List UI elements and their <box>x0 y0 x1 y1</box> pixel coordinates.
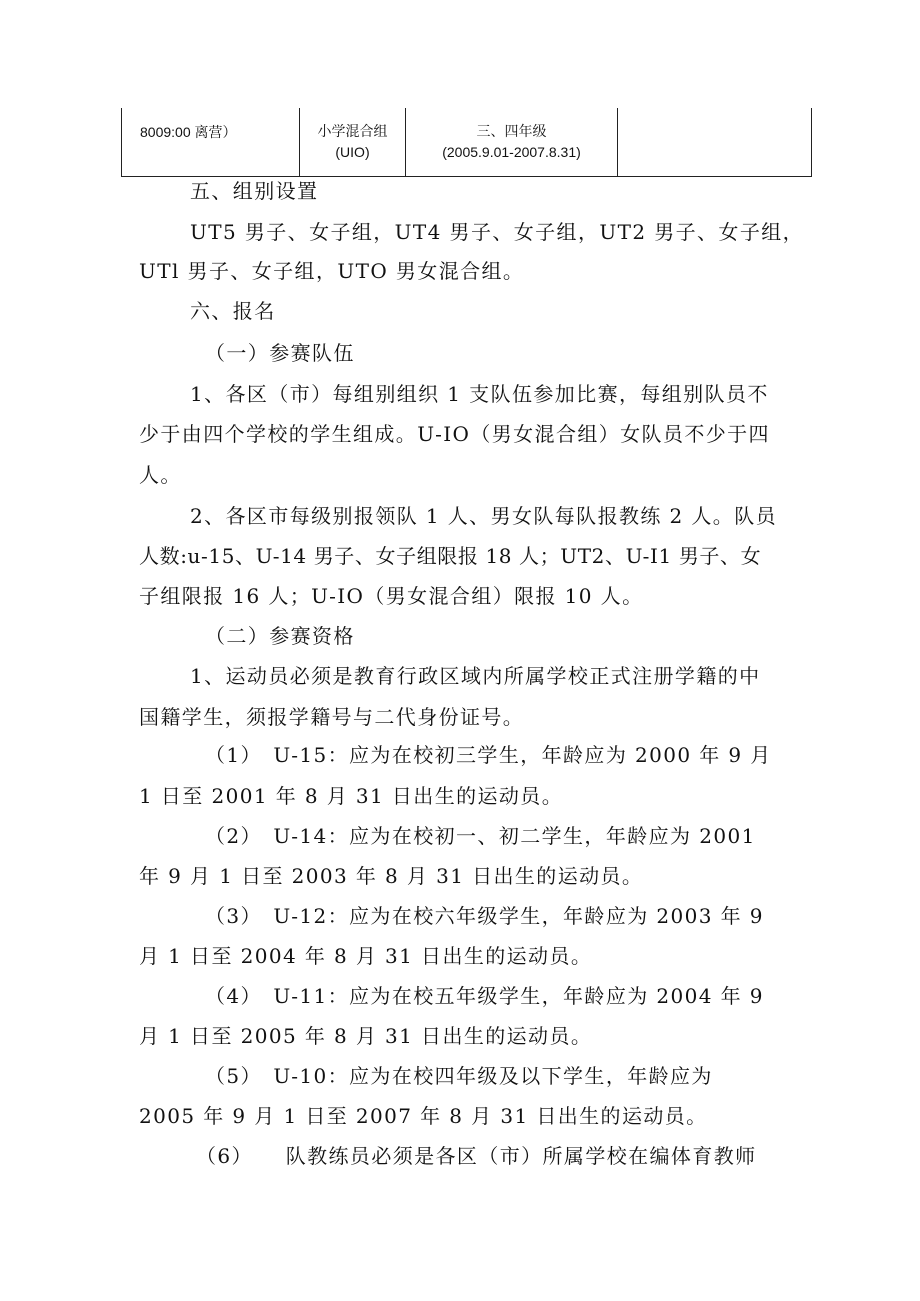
subsection-heading-eligibility: （二）参赛资格 <box>205 624 355 648</box>
eligibility-item: （3） U-12：应为在校六年级学生，年龄应为 2003 年 9 <box>205 904 764 928</box>
table-cell-grade <box>406 108 618 176</box>
paragraph-line: 少于由四个学校的学生组成。U-IO（男女混合组）女队员不少于四 <box>139 422 770 446</box>
group-code: (UIO) <box>335 144 370 160</box>
paragraph-line: 人数:u-15、U-14 男子、女子组限报 18 人；UT2、U-I1 男子、女 <box>139 544 762 568</box>
paragraph-line: 月 1 日至 2005 年 8 月 31 日出生的运动员。 <box>139 1024 593 1048</box>
paragraph-line: 国籍学生，须报学籍号与二代身份证号。 <box>139 705 525 729</box>
paragraph-line: 1、各区（市）每组别组织 1 支队伍参加比赛，每组别队员不 <box>190 382 769 406</box>
paragraph-line: 2005 年 9 月 1 日至 2007 年 8 月 31 日出生的运动员。 <box>139 1104 708 1128</box>
section-heading-groups: 五、组别设置 <box>190 179 319 203</box>
schedule-table-fragment <box>121 108 812 177</box>
eligibility-item: （1） U-15：应为在校初三学生，年龄应为 2000 年 9 月 <box>205 743 772 767</box>
paragraph-line: 月 1 日至 2004 年 8 月 31 日出生的运动员。 <box>139 944 593 968</box>
grade-dates: (2005.9.01-2007.8.31) <box>442 144 581 160</box>
eligibility-item: （6） 队教练员必须是各区（市）所属学校在编体育教师 <box>196 1144 757 1168</box>
time-text: 8009:00 离营） <box>140 124 237 140</box>
subsection-heading-teams: （一）参赛队伍 <box>205 341 355 365</box>
paragraph-line: UT5 男子、女子组，UT4 男子、女子组，UT2 男子、女子组， <box>190 220 805 244</box>
group-name: 小学混合组 <box>317 123 388 139</box>
table-cell-group <box>300 108 406 176</box>
paragraph-line: 1 日至 2001 年 8 月 31 日出生的运动员。 <box>139 784 564 808</box>
eligibility-item: （4） U-11：应为在校五年级学生，年龄应为 2004 年 9 <box>205 984 764 1008</box>
section-heading-registration: 六、报名 <box>190 299 276 323</box>
paragraph-line: UTl 男子、女子组，UTO 男女混合组。 <box>139 259 525 283</box>
paragraph-line: 人。 <box>139 463 182 487</box>
paragraph-line: 1、运动员必须是教育行政区域内所属学校正式注册学籍的中 <box>190 664 761 688</box>
eligibility-item: （5） U-10：应为在校四年级及以下学生，年龄应为 <box>205 1064 713 1088</box>
table-cell-empty <box>618 108 809 176</box>
paragraph-line: 2、各区市每级别报领队 1 人、男女队每队报教练 2 人。队员 <box>190 504 778 528</box>
paragraph-line: 年 9 月 1 日至 2003 年 8 月 31 日出生的运动员。 <box>139 864 644 888</box>
eligibility-item: （2） U-14：应为在校初一、初二学生，年龄应为 2001 <box>205 824 756 848</box>
grade-name: 三、四年级 <box>476 123 547 139</box>
table-cell-time <box>122 108 300 176</box>
paragraph-line: 子组限报 16 人；U-IO（男女混合组）限报 10 人。 <box>139 584 644 608</box>
